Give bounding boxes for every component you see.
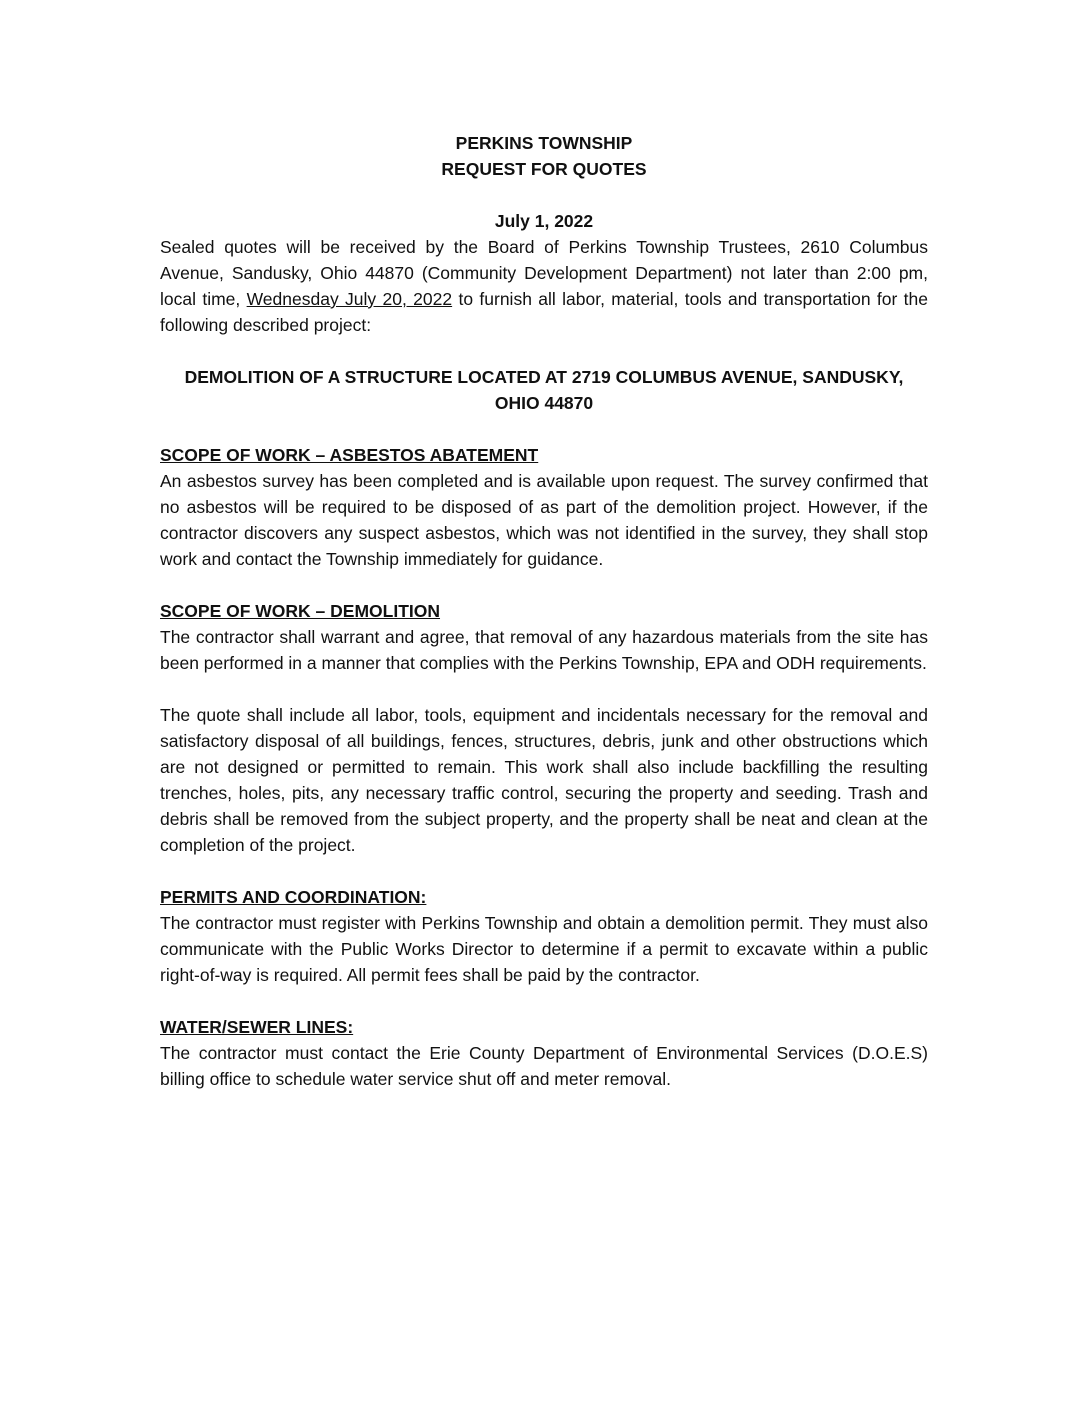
document-title: REQUEST FOR QUOTES: [441, 159, 647, 179]
section-heading-asbestos: SCOPE OF WORK – ASBESTOS ABATEMENT: [160, 445, 539, 465]
section-heading-demolition: SCOPE OF WORK – DEMOLITION: [160, 601, 441, 621]
section-heading-permits: PERMITS AND COORDINATION:: [160, 887, 427, 907]
document-header: [160, 130, 928, 234]
section-heading-water-sewer: WATER/SEWER LINES:: [160, 1017, 354, 1037]
intro-text-end: to furnish all labor, material, tools and transportation for the following described project:: [160, 289, 929, 335]
section-body-demolition-1: The contractor shall warrant and agree, that removal of any hazardous materials from the site has been performed in a manner that complies with the Perkins Township, EPA and ODH requirements.: [160, 627, 928, 673]
project-title: DEMOLITION OF A STRUCTURE LOCATED AT 2719 COLUMBUS AVENUE, SANDUSKY, OHIO 44870: [184, 367, 904, 413]
section-permits: [160, 884, 928, 988]
section-water-sewer: [160, 1014, 928, 1092]
township-name: PERKINS TOWNSHIP: [455, 133, 633, 153]
section-body-water-sewer: The contractor must contact the Erie County Department of Environmental Services (D.O.E.S) billing office to schedule water service shut off and meter removal.: [160, 1043, 928, 1089]
section-asbestos: [160, 442, 928, 572]
section-body-permits: The contractor must register with Perkins Township and obtain a demolition permit. They must also communicate with the Public Works Director to determine if a permit to excavate within a public right-of-way is required. All permit fees shall be paid by the contractor.: [160, 913, 928, 985]
intro-paragraph: [160, 234, 928, 338]
document-date: July 1, 2022: [494, 211, 594, 231]
section-body-demolition-2: The quote shall include all labor, tools, equipment and incidentals necessary for the removal and satisfactory disposal of all buildings, fences, structures, debris, junk and other obstructions which are not designed or permitted to remain. This work shall also include backfilling the resulting trenches, holes, pits, any necessary traffic control, securing the property and seeding. Trash and debris shall be removed from the subject property, and the property shall be neat and clean at the completion of the project.: [160, 705, 928, 855]
intro-text-start: Sealed quotes will be received by the Board of Perkins Township Trustees, 2610 Columbus Avenue, Sandusky, Ohio 44870 (Community Development Department) not later than 2:00 pm, local time,: [160, 237, 928, 309]
quote-deadline: Wednesday July 20, 2022: [246, 289, 453, 309]
section-body-asbestos: An asbestos survey has been completed and is available upon request. The survey confirmed that no asbestos will be required to be disposed of as part of the demolition project. However, if the contractor discovers any suspect asbestos, which was not identified in the survey, they shall stop work and contact the Township immediately for guidance.: [160, 471, 928, 569]
document-content: [160, 130, 928, 1092]
section-demolition: [160, 598, 928, 858]
